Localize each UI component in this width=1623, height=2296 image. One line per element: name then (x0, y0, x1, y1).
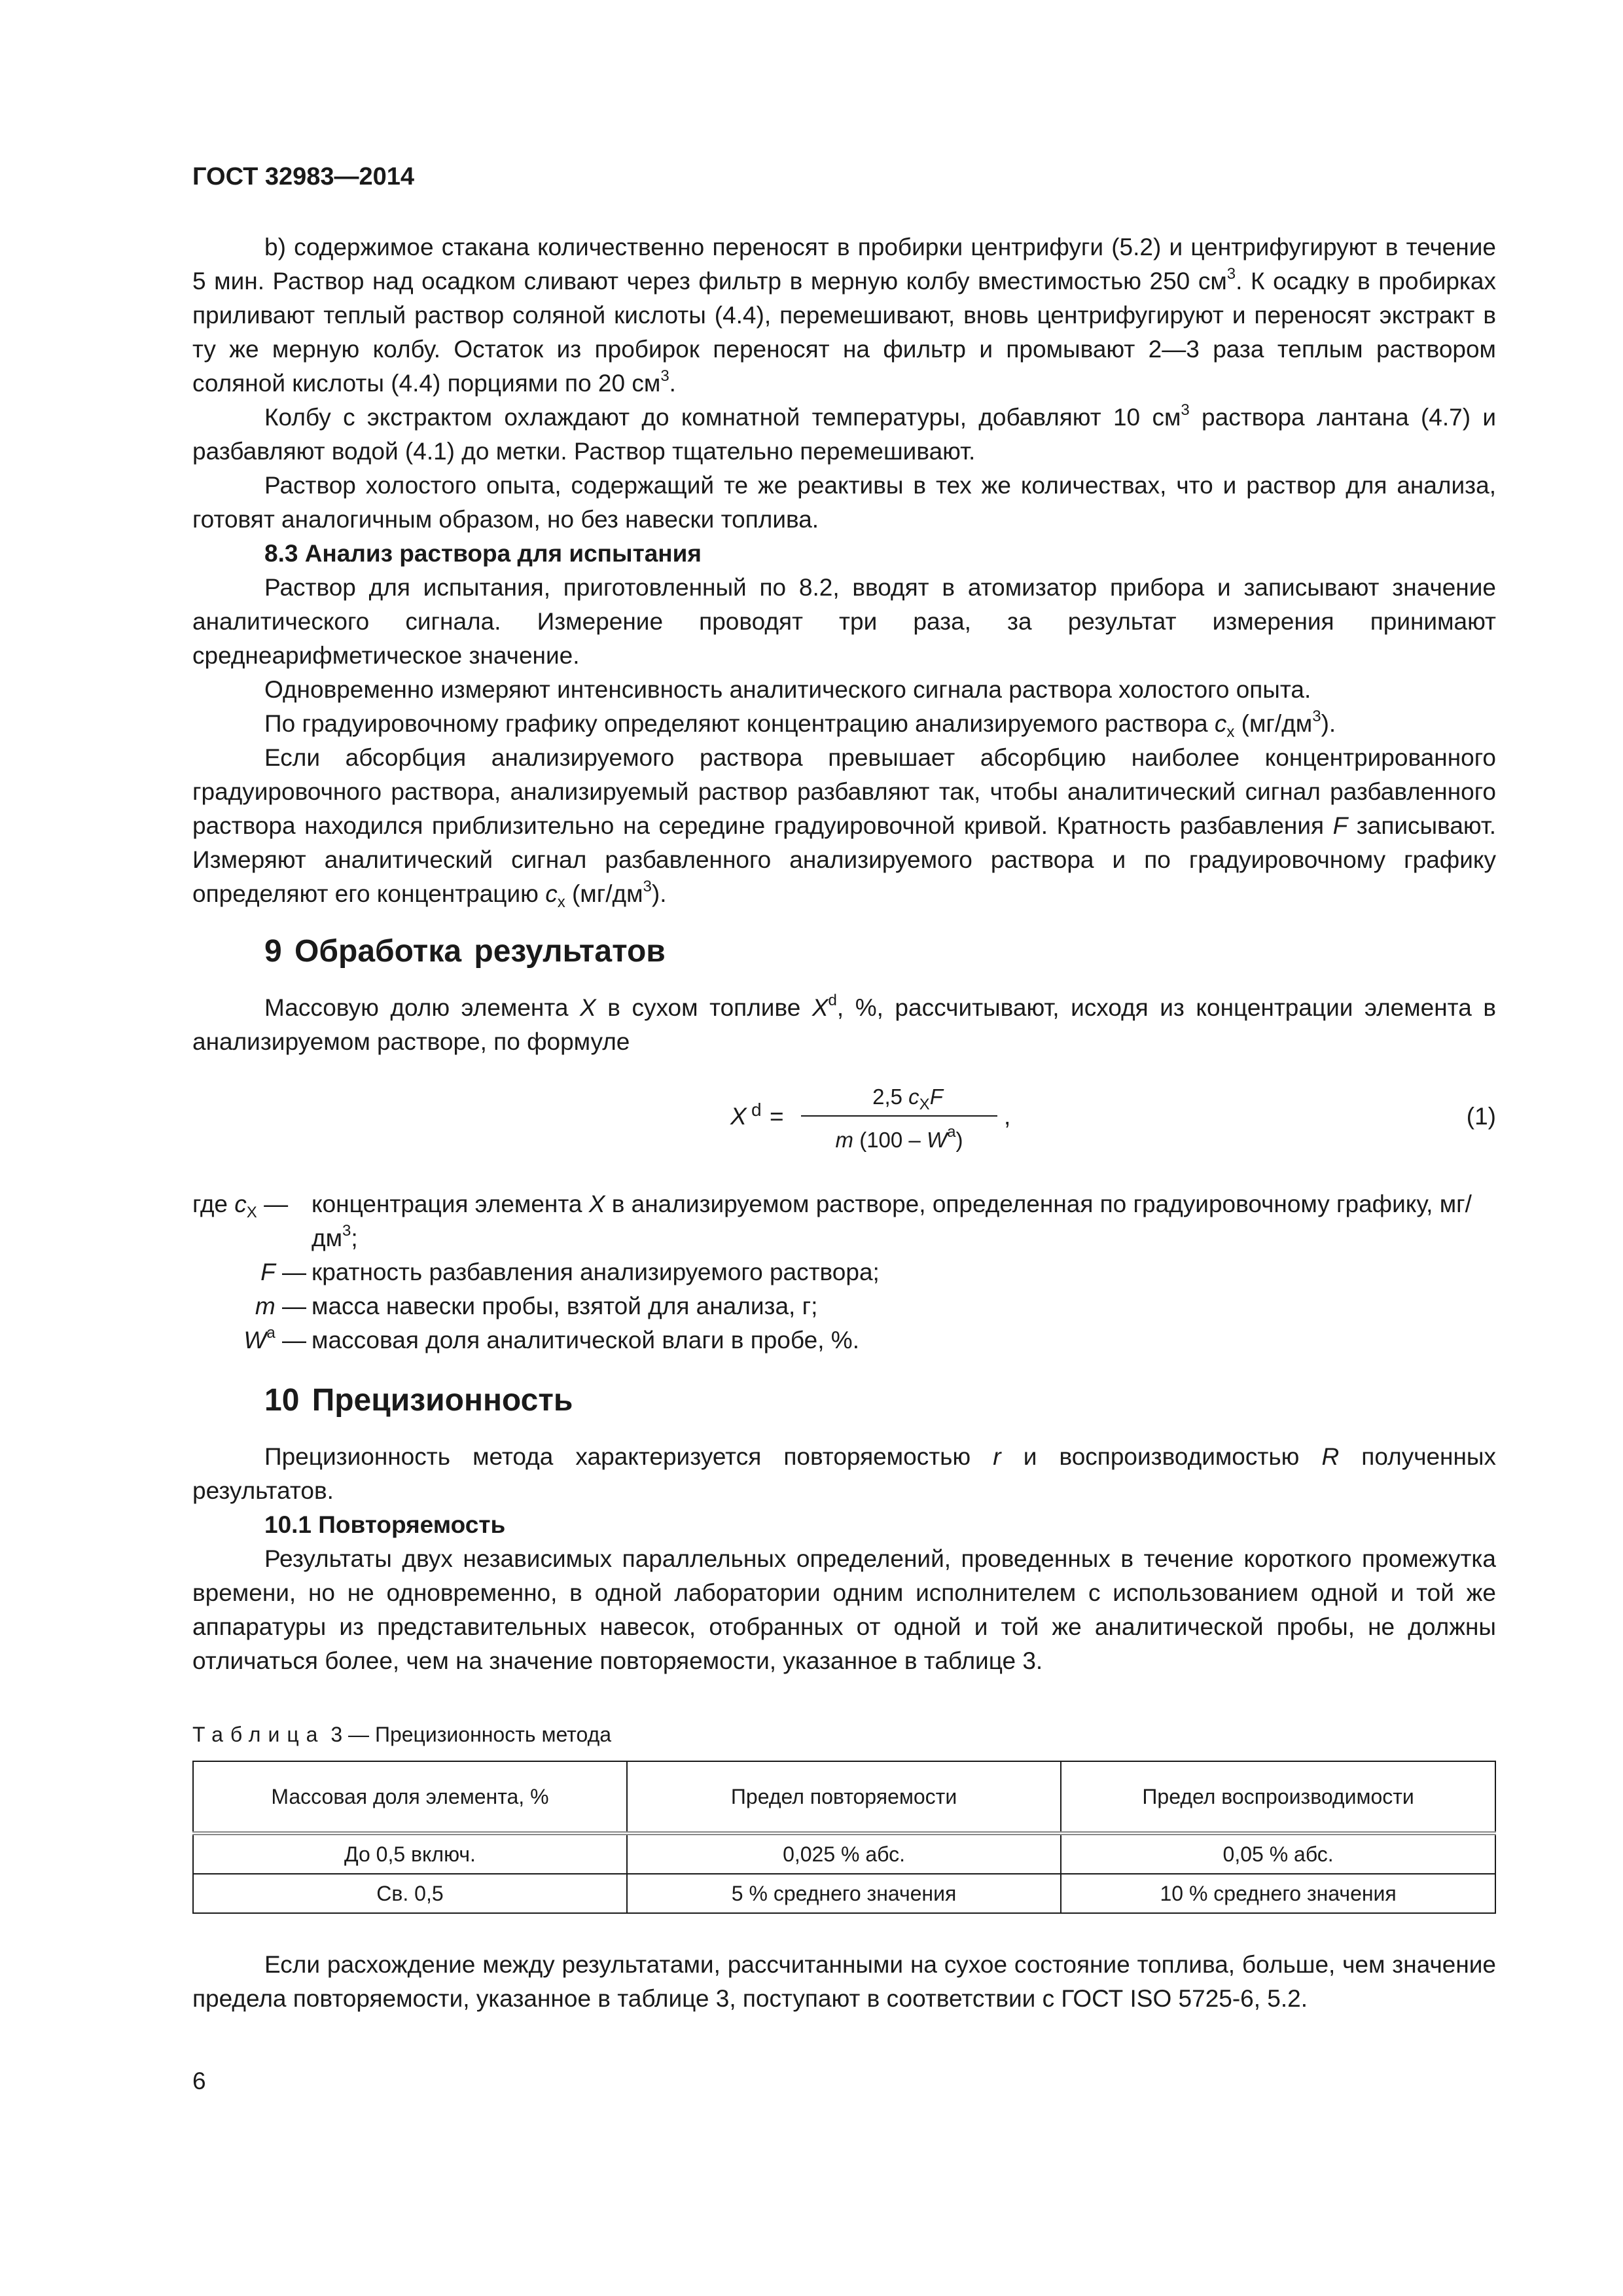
paragraph-flask: Колбу с экстрактом охлаждают до комнатной температуры, добавляют 10 $см^3$ раствора лантана (4.7) и разбавляют водой (4.1) до метки. Раствор тщательно перемешивают. (192, 401, 1497, 465)
section-10-intro: Прецизионность метода характеризуется повторяемостью r и воспроизводимостью R полученных результатов. (192, 1443, 1497, 1504)
subsection-8-3-title: 8.3 Анализ раствора для испытания (264, 540, 702, 567)
table-header-cell: Предел повторяемости (627, 1761, 1061, 1833)
table-3-caption: Таблица 3 — Прецизионность метода (192, 1723, 612, 1746)
table-cell: До 0,5 включ. (193, 1833, 627, 1874)
section-10-body (192, 1440, 1496, 1678)
formula-1 (192, 1080, 1496, 1165)
table-row (193, 1833, 1495, 1874)
paragraph-8-3-2: Одновременно измеряют интенсивность аналитического сигнала раствора холостого опыта. (264, 676, 1311, 703)
table-cell: 5 % среднего значения (627, 1874, 1061, 1913)
subsection-10-1-title: 10.1 Повторяемость (264, 1511, 506, 1538)
definition-cx: где $c_X$ — концентрация элемента X в анализируемом растворе, определенная по градуировочному графику, $мг/дм^3$; (192, 1191, 1472, 1251)
paragraph-8-3-4: Если абсорбция анализируемого раствора превышает абсорбцию наиболее концентрированного градуировочного раствора, анализируемый раствор разбавляют так, чтобы аналитический сигнал разбавленного раствора находился приблизительно на середине градуировочной кривой. Кратность разбавления F записывают. Измеряют аналитический сигнал разбавленного анализируемого раствора и по градуировочному графику определяют его концентрацию $c_x$ $(мг/дм^3)$. (192, 744, 1496, 911)
paragraph-10-1: Результаты двух независимых параллельных определений, проведенных в течение короткого промежутка времени, но не одновременно, в одной лаборатории одним исполнителем с использованием одной и той же аппаратуры из представительных навесок, отобранных от одной и той же аналитической пробы, не должны отличаться более, чем на значение повторяемости, указанное в таблице 3. (192, 1545, 1496, 1674)
paragraph-after-table: Если расхождение между результатами, рассчитанными на сухое состояние топлива, больше, чем значение предела повторяемости, указанное в таблице 3, поступают в соответствии с ГОСТ ISO 5725-6, 5.2. (192, 1951, 1496, 2012)
table-cell: 0,05 % абс. (1061, 1833, 1495, 1874)
table-header-row (193, 1761, 1495, 1833)
formula-numerator: 2,5 $c_XF$ (872, 1085, 943, 1113)
table-cell: Св. 0,5 (193, 1874, 627, 1913)
table-header-cell: Предел воспроизводимости (1061, 1761, 1495, 1833)
formula-comma: , (1004, 1103, 1011, 1130)
formula-number: (1) (1466, 1103, 1496, 1130)
formula-definitions (192, 1187, 1496, 1357)
formula-fraction-bar (801, 1115, 997, 1117)
section-9-title: 9 Обработка результатов (264, 934, 666, 969)
section-9-intro: Массовую долю элемента X в сухом топливе $X^d$, %, рассчитывают, исходя из концентрации элемента в анализируемом растворе, по формуле (192, 992, 1496, 1055)
table-row (193, 1874, 1495, 1913)
definition-f: F — кратность разбавления анализируемого раствора; (260, 1259, 880, 1285)
section-10-title: 10 Прецизионность (264, 1383, 573, 1418)
definition-wa: $W^a$ — массовая доля аналитической влаги в пробе, %. (243, 1324, 859, 1354)
paragraph-blank: Раствор холостого опыта, содержащий те же реактивы в тех же количествах, что и раствор для анализа, готовят аналогичным образом, но без навески топлива. (192, 472, 1496, 533)
paragraph-8-3-1: Раствор для испытания, приготовленный по 8.2, вводят в атомизатор прибора и записывают значение аналитического сигнала. Измерение проводят три раза, за результат измерения принимают среднеарифметическое значение. (192, 574, 1496, 669)
formula-lhs: X (730, 1103, 747, 1130)
table-cell: 0,025 % абс. (627, 1833, 1061, 1874)
paragraph-b: b) содержимое стакана количественно переносят в пробирки центрифуги (5.2) и центрифугируют в течение 5 мин. Раствор над осадком сливают через фильтр в мерную колбу вместимостью 250 $см^3$. К осадку в пробирках приливают теплый раствор соляной кислоты (4.4), перемешивают, вновь центрифугируют и переносят экстракт в ту же мерную колбу. Остаток из пробирок переносят на фильтр и промывают 2—3 раза теплым раствором соляной кислоты (4.4) порциями по 20 $см^3$. (192, 234, 1496, 397)
table-cell: 10 % среднего значения (1061, 1874, 1495, 1913)
table-header-cell: Массовая доля элемента, % (193, 1761, 627, 1833)
page-number: 6 (192, 2068, 206, 2094)
definition-m: m — масса навески пробы, взятой для анализа, г; (255, 1293, 818, 1319)
section-8-continuation (192, 230, 1496, 911)
document-id: ГОСТ 32983—2014 (192, 163, 415, 190)
formula-lhs-sup: d (751, 1100, 762, 1120)
paragraph-8-3-3: По градуировочному графику определяют концентрацию анализируемого раствора $c_x$ $(мг/дм^3)$. (264, 708, 1336, 741)
formula-equals: = (770, 1103, 784, 1130)
formula-denominator: m $(100 - W^a)$ (835, 1123, 963, 1152)
table-3 (192, 1761, 1496, 1914)
